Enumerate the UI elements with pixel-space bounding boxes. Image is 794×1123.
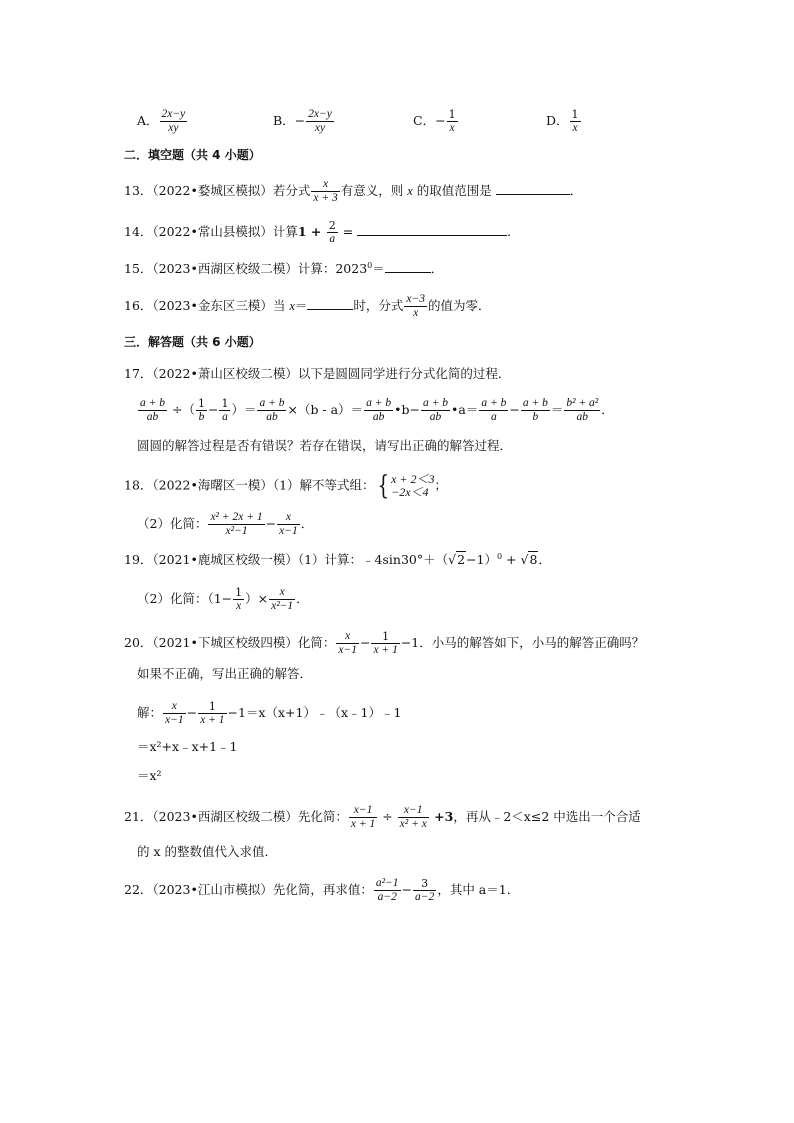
q12-options <box>137 108 188 135</box>
question-19-part1: 19．（2021•鹿城区校级一模）（1）计算：$﹣4\sin 30^\circ+(√2-1)^0 + √8$． <box>124 551 551 567</box>
question-21: 21．（2023•西湖区校级二模）先化简： $\frac{x-1}{x + 1}$ ÷ $\frac{x-1}{\text{x² + x}}$ +3，再从﹣2＜x≤2 中选出一个合适 <box>124 804 641 830</box>
question-17-expression: $\frac{a + b}{ab}$ ÷（ $\frac{1}{b}$ − $\frac{1}{a}$ ）＝ $\frac{a + b}{ab}$ ×（b - a）＝ $\frac{a + b}{ab}$ •b− $\frac{a + b}{ab}$ •a＝ $\frac{a + b}{a}$ − $\frac{a + b}{b}$ ＝ $\frac{\text{b² + a²}}{ab}$ ． <box>140 397 614 423</box>
question-13: 13．（2022•婺城区模拟）若分式 $\frac{x}{x + 3}$ 有意义，则 x 的取值范围是 ． <box>124 178 583 204</box>
question-16: 16．（2023•金东区三模）当 x＝ 时，分式 $\frac{x-3}{x}$ 的值为零． <box>124 293 491 319</box>
question-18-part1: 18．（2022•海曙区一模）（1）解不等式组：{ x + 2＜3 −2x＜4 ； <box>124 471 448 501</box>
left-brace: { <box>377 471 389 501</box>
question-14: 14．（2022•常山县模拟）计算1 + $\frac{2}{a}$ = ． <box>124 219 520 245</box>
question-20-step3: ＝x² <box>137 768 162 783</box>
answer-blank <box>385 259 431 273</box>
option-b: B．− $\frac{2x-y}{xy}$ <box>273 108 332 134</box>
answer-blank <box>307 296 353 310</box>
question-17-intro: 17．（2022•萧山区校级二模）以下是圆圆同学进行分式化简的过程． <box>124 366 511 381</box>
option-c: C．− $\frac{1}{x}$ <box>413 108 456 134</box>
answer-blank <box>496 181 570 195</box>
question-20-step2: ＝x²+x﹣x+1﹣1 <box>137 739 238 754</box>
section-heading-fill-in: 二．填空题（共 4 小题） <box>124 148 261 162</box>
question-21-line2: 的 x 的整数值代入求值． <box>137 844 277 859</box>
question-18-part2: （2）化简： $\frac{\text{x² + 2x + 1}}{\text{x²−1}}$ − $\frac{x}{x-1}$ ． <box>137 511 314 537</box>
answer-blank <box>357 222 507 236</box>
question-15: 15．（2023•西湖区校级二模）计算：$2023^0=$ ． <box>124 260 444 276</box>
question-17-prompt: 圆圆的解答过程是否有错误？若存在错误，请写出正确的解答过程． <box>137 438 513 453</box>
sqrt-icon: √ <box>448 552 457 567</box>
option-d: D． $\frac{1}{x}$ <box>546 108 579 134</box>
section-heading-solutions: 三．解答题（共 6 小题） <box>124 335 261 349</box>
question-20: 20．（2021•下城区校级四模）化简： $\frac{x}{x-1}$ − $\frac{1}{x + 1}$ −1．小马的解答如下，小马的解答正确吗？ <box>124 630 645 656</box>
question-20-solution: 解： $\frac{x}{x-1}$ − $\frac{1}{x + 1}$ −1＝x（x+1）﹣（x﹣1）﹣1 <box>137 700 402 726</box>
question-19-part2: （2）化简：（1− $\frac{1}{x}$ ）× $\frac{x}{\text{x²−1}}$ ． <box>137 586 309 612</box>
sqrt-icon: √ <box>520 552 529 567</box>
question-20-line2: 如果不正确，写出正确的解答． <box>137 666 313 681</box>
option-a: A． $\frac{2x-y}{xy}$ <box>137 108 186 134</box>
question-22: 22．（2023•江山市模拟）先化简，再求值： $\frac{\text{a²−1}}{a-2}$ − $\frac{3}{a-2}$ ，其中 a＝1． <box>124 877 520 903</box>
